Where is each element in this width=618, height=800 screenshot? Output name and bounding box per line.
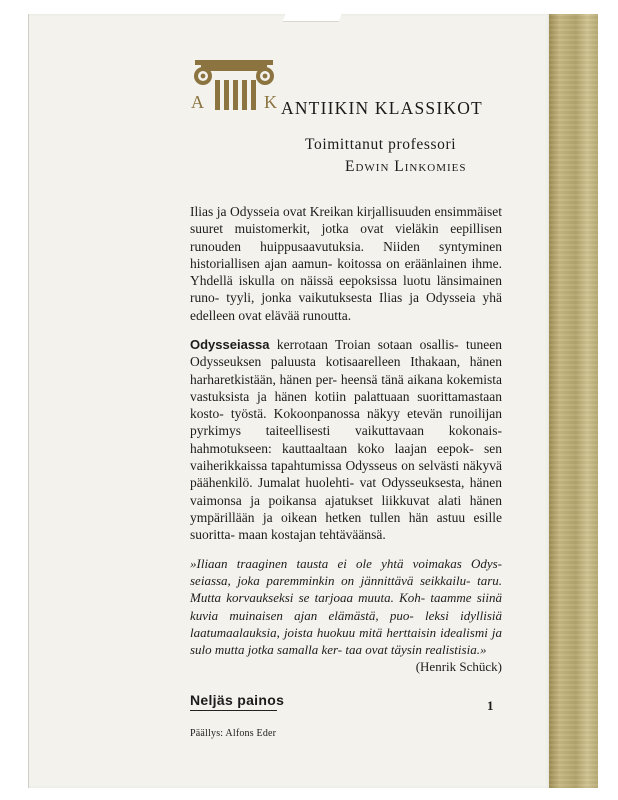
ionic-column-logo [189,54,279,116]
back-cover [28,14,550,788]
intro-paragraph [190,203,502,324]
series-title: ANTIIKIN KLASSIKOT [281,98,483,118]
book-title-lead: Odysseiassa [190,337,270,352]
text-line: Ilias ja Odysseia ovat Kreikan kirjallisuuden [190,204,431,219]
quote-line: leksi idyllisiä laatumaalauksia, joista huokuu mitä [190,607,502,640]
text-line: on näissä eepoksissa luotu länsimainen runo- [190,273,503,306]
text-line: hahmotukseen: kauttaaltaan koko laajan eepok- [190,440,474,456]
text-line: heensä tänä aikana kokemista vastuksista ja [190,371,503,404]
text-line: maan kostajan tehtäväänsä. [238,527,386,543]
critic-quote [190,555,502,675]
text-line: tyyli, jonka vaikutuksesta Ilias ja Odysseia yhä [226,290,503,306]
text-line: selvästi näkyvä päähenkilö. Jumalat huolehti- [190,458,503,491]
emblem-letter-k: K [264,92,277,112]
text-line: Niiden syntyminen historiallisen ajan aamun- [190,238,502,271]
editor-name: Edwin Linkomies [345,158,467,175]
quote-attribution: (Henrik Schück) [415,659,502,675]
quote-line: taru. Mutta korvaukseksi se tarjoaa muuta. Koh- [190,573,503,606]
text-line: sen vaiherikkaissa tapahtumissa Odysseus on [190,440,502,474]
quote-line: taamme siinä kuvia muinaisen ajan elämästä, puo- [190,590,502,623]
cover-design-credit: Päällys: Alfons Eder [190,728,277,739]
text-line: koitossa on eräänlainen ihme. Yhdellä iskulla [190,255,502,289]
edition-label: Neljäs painos [190,692,285,708]
page-number: 1 [487,698,494,713]
quote-line: seiassa, joka paremminkin on jännittävä seikkailu- [190,573,471,589]
edition-underline [190,710,277,711]
text-line: edelleen ovat elävää runoutta. [190,307,352,323]
text-line: ensimmäiset suuret muistomerkit, jotka ovat [190,204,503,237]
emblem-letter-a: A [191,92,204,112]
text-line: vat Odysseuksesta, hänen vaimonsa ja poikansa [190,475,503,508]
summary-paragraph [190,336,502,544]
text-line: pyrkimys taiteellisesti vaikuttavaan kokonais- [190,423,502,439]
text-line: oikean hetken tullen hän astuu esille suoritta- [190,509,503,543]
book-jacket [28,14,598,788]
spine-texture [549,14,598,788]
text-line: ajatukset liikkuvat alati hänen ympärillään ja [190,492,502,525]
text-line: tuneen Odysseuksen paluusta kotisaarelleen [190,337,502,370]
quote-line: »Iliaan traaginen tausta ei ole yhtä voimakas Odys- [190,556,502,571]
text-line: työstä. Kokoonpanossa näkyy etevän runoilijan [230,406,502,422]
text-line: Ithakaan, hänen harharetkistään, hänen per- [190,354,502,387]
text-line: kerrotaan Troian sotaan osallis- [269,337,459,352]
quote-line: herttaisin idealismi ja sulo mutta jotka samalla ker- [190,624,502,658]
editor-credit-line: Toimittanut professori [305,136,457,153]
text-line: hänen kotiin palattuaan suorittamastaan kosto- [190,388,502,422]
text-line: vieläkin eepillisen runouden huippusaavutuksia. [190,221,503,254]
torn-top-edge [283,14,342,22]
quote-line: taa ovat täysin realistisia.» [345,642,487,658]
